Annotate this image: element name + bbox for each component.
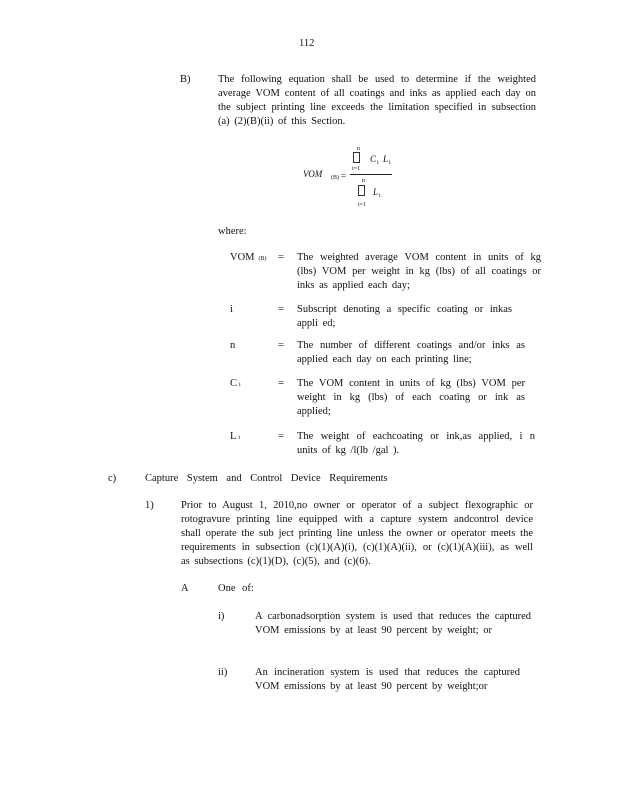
weighted-vom-equation: [300, 145, 420, 215]
definition-equals: =: [278, 431, 284, 442]
definition-text: The number of different coatings and/or inks as applied each day on each printing line;: [297, 340, 525, 365]
definition-equals: =: [278, 304, 284, 315]
page-number: 112: [299, 38, 315, 49]
definition-text: Subscript denoting a specific coating or inkas appli ed;: [297, 304, 512, 329]
numerator-l-subscript: i: [389, 160, 391, 166]
definition-term: Ci: [230, 378, 241, 389]
definition-term: Li: [230, 431, 241, 442]
item-a-text: One of:: [218, 583, 254, 594]
numerator-l-term: L: [383, 154, 389, 164]
subitem-text: An incineration system is used that reduces the captured VOM emissions by at least 90 percent by weight;or: [255, 667, 520, 692]
fraction-bar: [350, 174, 392, 175]
equation-lhs-subscript: (B): [331, 175, 339, 181]
definition-equals: =: [278, 378, 284, 389]
denominator-summation-icon: [358, 185, 365, 196]
section-c-title: Capture System and Control Device Requirements: [145, 473, 388, 484]
denominator-lower-limit: i=1: [358, 202, 367, 208]
numerator-lower-limit: i=1: [352, 166, 361, 172]
section-c-label: c): [108, 473, 117, 484]
subitem-label: ii): [218, 667, 228, 678]
numerator-c-subscript: i: [377, 160, 379, 166]
numerator-c-term: C: [370, 154, 377, 164]
denominator-l-subscript: i: [379, 193, 381, 199]
subitem-text: A carbonadsorption system is used that reduces the captured VOM emissions by at least 90 percent by weight; or: [255, 611, 531, 636]
definition-term: i: [230, 304, 233, 315]
numerator-summation-icon: [353, 152, 360, 163]
definition-term: n: [230, 340, 236, 351]
item-1-text: Prior to August 1, 2010,no owner or operator of a subject flexographic or rotogravure printing line equipped with a capture system andcontrol device shall operate the sub ject printing line unless the owner or operator meets the requirements in subsection (c)(1)(A)(i), (c)(1)(A)(ii), or (c)(1)(A)(iii), as well as subsections (c)(1)(D), (c)(5), and (c)(6).: [181, 500, 533, 567]
definition-term: VOM (B): [230, 252, 267, 263]
denominator-l-term: L: [373, 187, 379, 197]
equation-lhs: VOM: [303, 169, 323, 179]
section-b-text: The following equation shall be used to determine if the weighted average VOM content of all coatings and inks as applied each day on the subject printing line exceeds the limitation specified in subsection (a) (2)(B)(ii) of this Section.: [218, 74, 536, 127]
equation-equals: =: [341, 171, 347, 181]
definition-equals: =: [278, 340, 284, 351]
definition-text: The weighted average VOM content in units of kg (lbs) VOM per weight in kg (lbs) of all coatings or inks as applied each day;: [297, 252, 541, 291]
section-b-label: B): [180, 74, 191, 85]
where-label: where:: [218, 226, 247, 237]
definition-equals: =: [278, 252, 284, 263]
item-1-label: 1): [145, 500, 154, 511]
definition-text: The weight of eachcoating or ink,as applied, i n units of kg /l(lb /gal ).: [297, 431, 535, 456]
numerator-upper-limit: n: [357, 146, 360, 152]
subitem-label: i): [218, 611, 225, 622]
definition-text: The VOM content in units of kg (lbs) VOM per weight in kg (lbs) of each coating or ink as applied;: [297, 378, 525, 417]
denominator-upper-limit: n: [362, 178, 365, 184]
item-a-label: A: [181, 583, 189, 594]
